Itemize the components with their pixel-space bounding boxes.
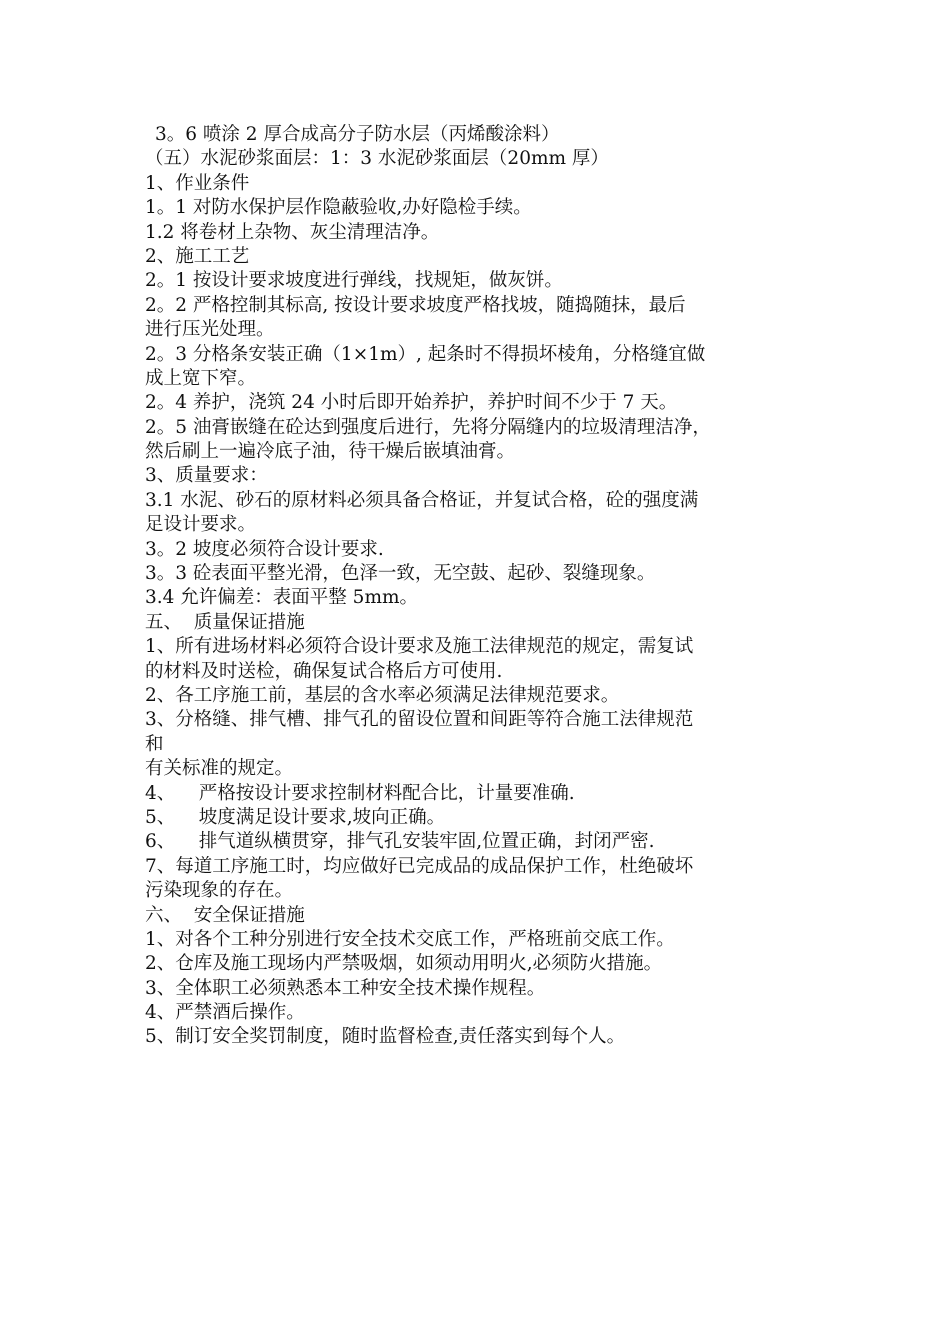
text-line: 3.1 水泥、砂石的原材料必须具备合格证，并复试合格，砼的强度满 <box>145 489 699 511</box>
text-line: （五）水泥砂浆面层：1：3 水泥砂浆面层（20mm 厚） <box>145 148 609 170</box>
section-heading: 六、 安全保证措施 <box>145 904 305 926</box>
text-line: 3。2 坡度必须符合设计要求. <box>145 538 384 560</box>
text-line: 污染现象的存在。 <box>145 880 294 902</box>
text-line: 1.2 将卷材上杂物、灰尘清理洁净。 <box>145 221 440 243</box>
text-line: 6、 排气道纵横贯穿，排气孔安装牢固,位置正确，封闭严密. <box>145 831 655 853</box>
text-line: 3.4 允许偏差：表面平整 5mm。 <box>145 587 419 609</box>
text-line: 足设计要求。 <box>145 514 257 536</box>
text-line: 1、作业条件 <box>145 172 250 194</box>
text-line: 7、每道工序施工时，均应做好已完成品的成品保护工作，杜绝破坏 <box>145 855 694 877</box>
text-line: 4、严禁酒后操作。 <box>145 1002 305 1024</box>
text-line: 2。4 养护，浇筑 24 小时后即开始养护，养护时间不少于 7 天。 <box>145 392 678 414</box>
text-line: 2。2 严格控制其标高, 按设计要求坡度严格找坡，随捣随抹，最后 <box>145 294 686 316</box>
text-line: 和 <box>145 733 164 755</box>
text-line: 成上宽下窄。 <box>145 367 257 389</box>
text-line: 3、质量要求： <box>145 465 268 487</box>
text-line: 3、分格缝、排气槽、排气孔的留设位置和间距等符合施工法律规范 <box>145 709 694 731</box>
text-line: 4、 严格按设计要求控制材料配合比，计量要准确. <box>145 782 575 804</box>
text-line: 2、施工工艺 <box>145 245 250 267</box>
text-line: 的材料及时送检，确保复试合格后方可使用. <box>145 660 503 682</box>
text-line: 进行压光处理。 <box>145 319 275 341</box>
text-line: 1、所有进场材料必须符合设计要求及施工法律规范的规定，需复试 <box>145 636 694 658</box>
text-line: 2、仓库及施工现场内严禁吸烟，如须动用明火,必须防火措施。 <box>145 953 663 975</box>
section-heading: 五、 质量保证措施 <box>145 611 305 633</box>
text-line: 有关标准的规定。 <box>145 758 294 780</box>
text-line: 5、 坡度满足设计要求,坡向正确。 <box>145 806 446 828</box>
text-line: 3。6 喷涂 2 厚合成高分子防水层（丙烯酸涂料） <box>155 124 560 145</box>
document-body <box>145 123 815 1050</box>
text-line: 2。3 分格条安装正确（1×1m）, 起条时不得损坏棱角，分格缝宜做 <box>145 343 706 365</box>
text-line: 2。5 油膏嵌缝在砼达到强度后进行，先将分隔缝内的垃圾清理洁净， <box>145 416 711 438</box>
text-line: 5、制订安全奖罚制度，随时监督检查,责任落实到每个人。 <box>145 1026 626 1048</box>
text-line: 3、全体职工必须熟悉本工种安全技术操作规程。 <box>145 977 546 999</box>
text-line: 1、对各个工种分别进行安全技术交底工作，严格班前交底工作。 <box>145 928 675 950</box>
text-line: 1。1 对防水保护层作隐蔽验收,办好隐检手续。 <box>145 197 532 219</box>
text-line: 3。3 砼表面平整光滑，色泽一致，无空鼓、起砂、裂缝现象。 <box>145 563 656 585</box>
text-line: 2、各工序施工前，基层的含水率必须满足法律规范要求。 <box>145 684 620 706</box>
text-line: 然后刷上一遍冷底子油，待干燥后嵌填油膏。 <box>145 441 516 463</box>
text-line: 2。1 按设计要求坡度进行弹线，找规矩，做灰饼。 <box>145 270 563 292</box>
